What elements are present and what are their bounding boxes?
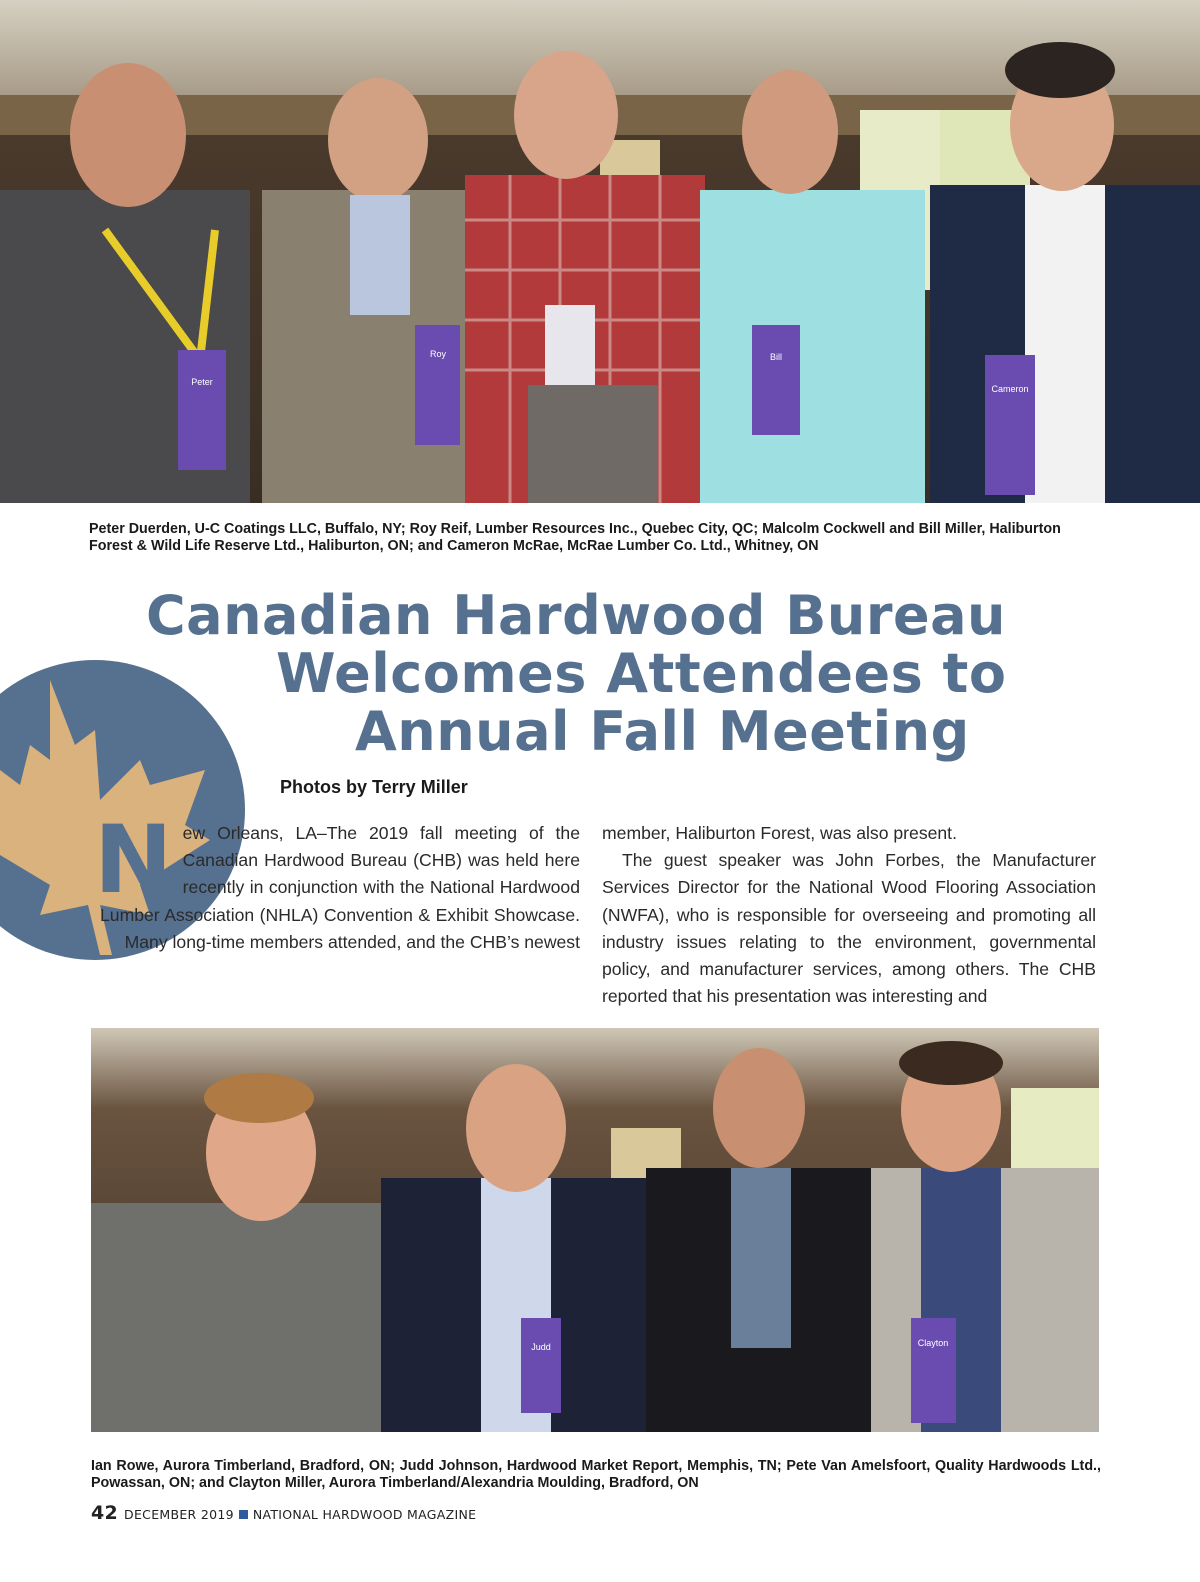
badge-peter: Peter: [191, 377, 213, 387]
article-paragraph: member, Haliburton Forest, was also present.: [602, 823, 957, 843]
headline-line-1: Canadian Hardwood Bureau: [146, 584, 1006, 647]
headline-line-2: Welcomes Attendees to: [276, 642, 1007, 705]
drop-cap: N: [94, 806, 173, 915]
photo-credit: Photos by Terry Miller: [280, 777, 468, 797]
article-column-right: [602, 820, 1096, 1010]
top-photo: [0, 0, 1200, 503]
article-paragraph: The guest speaker was John Forbes, the Manufacturer Services Director for the National Wood Flooring Association (NWFA), who is responsible for overseeing and promoting all industry issues relating to the environment, governmental policy, and manufacturer services, among others. The CHB reported that his presentation was interesting and: [602, 850, 1096, 1007]
issue-date: DECEMBER 2019: [124, 1507, 234, 1522]
page-number: 42: [91, 1502, 119, 1524]
square-bullet-icon: [239, 1510, 248, 1519]
page-footer: [91, 1502, 476, 1524]
badge-roy: Roy: [429, 349, 447, 359]
headline-line-3: Annual Fall Meeting: [355, 700, 970, 763]
top-photo-caption: Peter Duerden, U-C Coatings LLC, Buffalo, NY; Roy Reif, Lumber Resources Inc., Quebec City, QC; Malcolm Cockwell and Bill Miller, Haliburton Forest & Wild Life Reserve Ltd., Haliburton, ON; and Cameron McRae, McRae Lumber Co. Ltd., Whitney, ON: [89, 521, 1061, 554]
article-column-left: [94, 806, 580, 956]
magazine-name: NATIONAL HARDWOOD MAGAZINE: [252, 1507, 477, 1522]
badge-clayton: Clayton: [917, 1338, 949, 1348]
badge-bill: Bill: [769, 352, 783, 362]
article-text-left: ew Orleans, LA–The 2019 fall meeting of the Canadian Hardwood Bureau (CHB) was held here recently in conjunction with the National Hardwood Lumber Association (NHLA) Convention & Exhibit Showcase. Many long-time members attended, and the CHB’s newest: [100, 823, 580, 952]
badge-judd: Judd: [531, 1342, 551, 1352]
badge-cameron: Cameron: [991, 384, 1029, 394]
bottom-photo-caption: Ian Rowe, Aurora Timberland, Bradford, ON; Judd Johnson, Hardwood Market Report, Memphis, TN; Pete Van Amelsfoort, Quality Hardwoods Ltd., Powassan, ON; and Clayton Miller, Aurora Timberland/Alexandria Moulding, Bradford, ON: [91, 1458, 1101, 1491]
bottom-photo: [91, 1028, 1099, 1432]
